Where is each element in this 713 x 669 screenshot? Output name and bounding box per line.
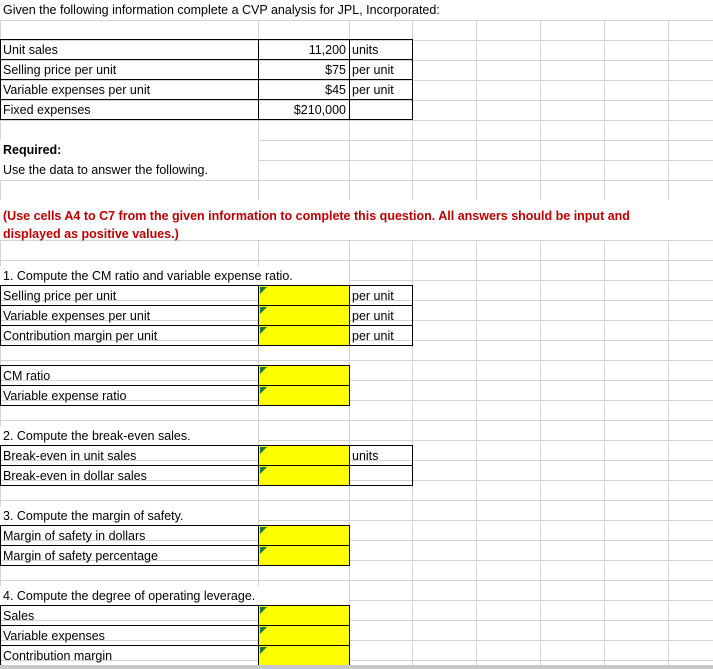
q1-label-variable-expense-ratio[interactable]: Variable expense ratio xyxy=(3,389,127,403)
q4-title[interactable]: 4. Compute the degree of operating leverage. xyxy=(0,586,349,606)
given-unit-unit-sales[interactable]: units xyxy=(352,43,379,57)
border-line xyxy=(349,445,350,486)
instruction-block[interactable] xyxy=(0,200,713,240)
given-value-selling-price[interactable]: $75 xyxy=(325,63,346,77)
q1-unit-selling-price[interactable]: per unit xyxy=(352,289,394,303)
comment-marker-icon xyxy=(260,387,267,394)
border-line xyxy=(258,285,259,346)
given-label-variable-expenses[interactable]: Variable expenses per unit xyxy=(3,83,151,97)
q2-unit-breakeven-units[interactable]: units xyxy=(352,449,379,463)
comment-marker-icon xyxy=(260,527,267,534)
given-value-unit-sales[interactable]: 11,200 xyxy=(308,43,346,57)
instruction-line-2: displayed as positive values.) xyxy=(3,227,179,241)
given-value-fixed-expenses[interactable]: $210,000 xyxy=(293,103,346,117)
q1-title[interactable]: 1. Compute the CM ratio and variable expense ratio. xyxy=(0,266,349,286)
border-line xyxy=(0,99,413,100)
border-line xyxy=(349,285,350,346)
q4-label-variable-expenses[interactable]: Variable expenses xyxy=(3,629,105,643)
given-unit-selling-price[interactable]: per unit xyxy=(352,63,394,77)
border-line xyxy=(258,605,259,666)
border-line xyxy=(258,39,259,120)
required-text[interactable]: Use the data to answer the following. xyxy=(0,160,258,180)
q1-label-cm-ratio[interactable]: CM ratio xyxy=(3,369,51,383)
q2-title[interactable]: 2. Compute the break-even sales. xyxy=(0,426,258,446)
border-line xyxy=(0,645,350,646)
gridline xyxy=(412,0,413,669)
q1-input-cells[interactable] xyxy=(259,286,349,346)
comment-marker-icon xyxy=(260,547,267,554)
q2-label-breakeven-dollars[interactable]: Break-even in dollar sales xyxy=(3,469,147,483)
q4-label-sales[interactable]: Sales xyxy=(3,609,35,623)
q1-label-contribution-margin[interactable]: Contribution margin per unit xyxy=(3,329,158,343)
border-line xyxy=(0,59,413,60)
gridline xyxy=(476,0,477,669)
horizontal-scrollbar[interactable] xyxy=(0,665,713,669)
q4-label-contribution-margin[interactable]: Contribution margin xyxy=(3,649,113,663)
q4-input-cells[interactable] xyxy=(259,606,349,666)
comment-marker-icon xyxy=(260,327,267,334)
q2-label-breakeven-units[interactable]: Break-even in unit sales xyxy=(3,449,137,463)
gridline xyxy=(668,0,669,669)
border-line xyxy=(258,525,259,566)
border-line xyxy=(349,39,350,120)
comment-marker-icon xyxy=(260,607,267,614)
gridline xyxy=(604,0,605,669)
given-unit-variable-expenses[interactable]: per unit xyxy=(352,83,394,97)
given-label-selling-price[interactable]: Selling price per unit xyxy=(3,63,117,77)
border-line xyxy=(258,445,259,486)
given-label-unit-sales[interactable]: Unit sales xyxy=(3,43,58,57)
border-line xyxy=(0,385,350,386)
q3-input-cells[interactable] xyxy=(259,526,349,566)
given-label-fixed-expenses[interactable]: Fixed expenses xyxy=(3,103,91,117)
border-line xyxy=(0,545,350,546)
border-line xyxy=(0,79,413,80)
q1-label-variable-expenses[interactable]: Variable expenses per unit xyxy=(3,309,151,323)
q1-ratio-input-cells[interactable] xyxy=(259,366,349,406)
q3-label-mos-dollars[interactable]: Margin of safety in dollars xyxy=(3,529,146,543)
border-line xyxy=(0,325,413,326)
required-heading[interactable]: Required: xyxy=(0,140,258,160)
q3-title[interactable]: 3. Compute the margin of safety. xyxy=(0,506,258,526)
q1-label-selling-price[interactable]: Selling price per unit xyxy=(3,289,117,303)
comment-marker-icon xyxy=(260,627,267,634)
border-line xyxy=(0,465,413,466)
comment-marker-icon xyxy=(260,647,267,654)
instruction-line-1: (Use cells A4 to C7 from the given information to complete this question. All answers should be input and xyxy=(3,209,630,223)
gridline xyxy=(540,0,541,669)
given-value-variable-expenses[interactable]: $45 xyxy=(325,83,346,97)
q2-input-cells[interactable] xyxy=(259,446,349,486)
border-line xyxy=(258,365,259,406)
q1-unit-contribution-margin[interactable]: per unit xyxy=(352,329,394,343)
q1-unit-variable-expenses[interactable]: per unit xyxy=(352,309,394,323)
sheet-title[interactable]: Given the following information complete a CVP analysis for JPL, Incorporated: xyxy=(0,0,713,20)
q3-label-mos-percentage[interactable]: Margin of safety percentage xyxy=(3,549,158,563)
comment-marker-icon xyxy=(260,287,267,294)
comment-marker-icon xyxy=(260,367,267,374)
border-line xyxy=(0,305,413,306)
comment-marker-icon xyxy=(260,447,267,454)
comment-marker-icon xyxy=(260,307,267,314)
comment-marker-icon xyxy=(260,467,267,474)
border-line xyxy=(0,625,350,626)
